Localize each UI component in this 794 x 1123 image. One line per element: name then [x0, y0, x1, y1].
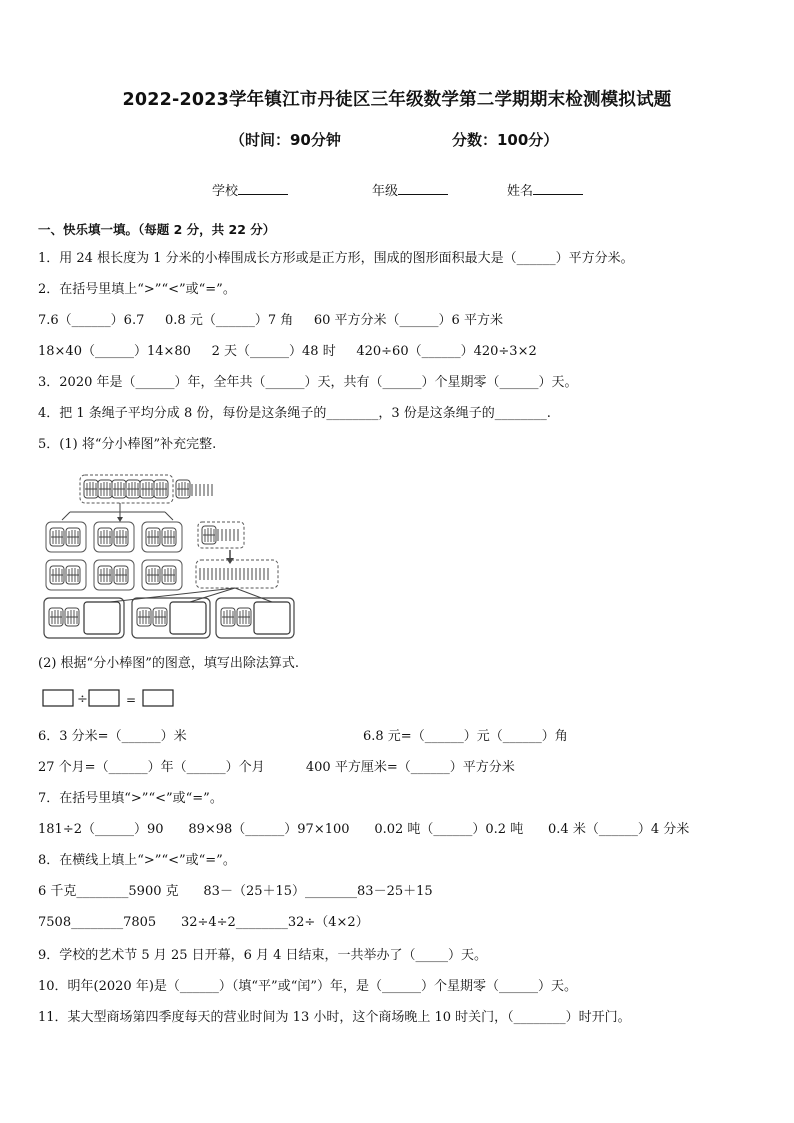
answer-box-3[interactable] [254, 602, 290, 634]
question-8: 8．在横线上填上“>”“<”或“=”。 [38, 853, 236, 868]
question-10: 10．明年(2020 年)是（______）（填“平”或“闰”）年，是（______）个星期零（______）天。 [38, 979, 577, 994]
question-6-row-1b: 6.8 元=（______）元（______）角 [363, 729, 568, 744]
name-blank[interactable] [533, 182, 583, 195]
exam-time: （时间：90分钟 [230, 131, 341, 149]
school-blank[interactable] [238, 182, 288, 195]
stick-division-diagram [40, 470, 302, 640]
row-2-boxes [46, 522, 182, 552]
top-bundle-group [80, 475, 212, 503]
quotient-box[interactable] [143, 690, 173, 706]
question-1: 1．用 24 根长度为 1 分米的小棒围成长方形或是正方形，围成的图形面积最大是（______）平方分米。 [38, 251, 634, 266]
exam-score: 分数：100分） [452, 131, 559, 149]
divisor-box[interactable] [89, 690, 119, 706]
answer-box-2[interactable] [170, 602, 206, 634]
school-label: 学校 [212, 184, 239, 199]
grade-label: 年级 [372, 184, 399, 199]
section-heading: 一、快乐填一填。（每题 2 分，共 22 分） [38, 222, 276, 237]
row-4-boxes [44, 598, 294, 638]
answer-box-1[interactable] [84, 602, 120, 634]
question-2: 2．在括号里填上“>”“<”或“=”。 [38, 282, 236, 297]
grade-field[interactable] [372, 180, 448, 199]
question-7: 7．在括号里填“>”“<”或“=”。 [38, 791, 223, 806]
divide-sign: ÷ [77, 692, 88, 707]
question-2-row-1: 7.6（______）6.7 0.8 元（______）7 角 60 平方分米（______）6 平方米 [38, 313, 503, 328]
question-9: 9．学校的艺术节 5 月 25 日开幕，6 月 4 日结束，一共举办了（_____）天。 [38, 948, 488, 963]
name-label: 姓名 [507, 184, 534, 199]
page-title: 2022-2023学年镇江市丹徒区三年级数学第二学期期末检测模拟试题 [122, 90, 672, 110]
school-field[interactable] [212, 180, 288, 199]
question-6-row-2: 27 个月=（______）年（______）个月 400 平方厘米=（______）平方分米 [38, 760, 515, 775]
question-6-row-1: 6．3 分米=（______）米 [38, 729, 187, 744]
dividend-box[interactable] [43, 690, 73, 706]
question-11: 11．某大型商场第四季度每天的营业时间为 13 小时，这个商场晚上 10 时关门，（________）时开门。 [38, 1010, 631, 1025]
question-4: 4．把 1 条绳子平均分成 8 份，每份是这条绳子的________，3 份是这条绳子的________. [38, 406, 551, 421]
question-5-part-1: 5．(1) 将“分小棒图”补充完整. [38, 437, 217, 452]
name-field[interactable] [507, 180, 583, 199]
question-8-row-1: 6 千克________5900 克 83－（25＋15）________83－25＋15 [38, 884, 433, 899]
row-3-boxes [46, 560, 278, 590]
question-3: 3．2020 年是（______）年，全年共（______）天，共有（______）个星期零（______）天。 [38, 375, 578, 390]
question-5-part-2: (2) 根据“分小棒图”的图意，填写出除法算式. [38, 656, 299, 671]
question-7-row: 181÷2（______）90 89×98（______）97×100 0.02 吨（______）0.2 吨 0.4 米（______）4 分米 [38, 822, 690, 837]
question-8-row-2: 7508________7805 32÷4÷2________32÷（4×2） [38, 915, 369, 930]
equals-sign: = [126, 693, 137, 707]
question-2-row-2: 18×40（______）14×80 2 天（______）48 时 420÷60（______）420÷3×2 [38, 344, 537, 359]
grade-blank[interactable] [398, 182, 448, 195]
division-equation [42, 688, 182, 710]
